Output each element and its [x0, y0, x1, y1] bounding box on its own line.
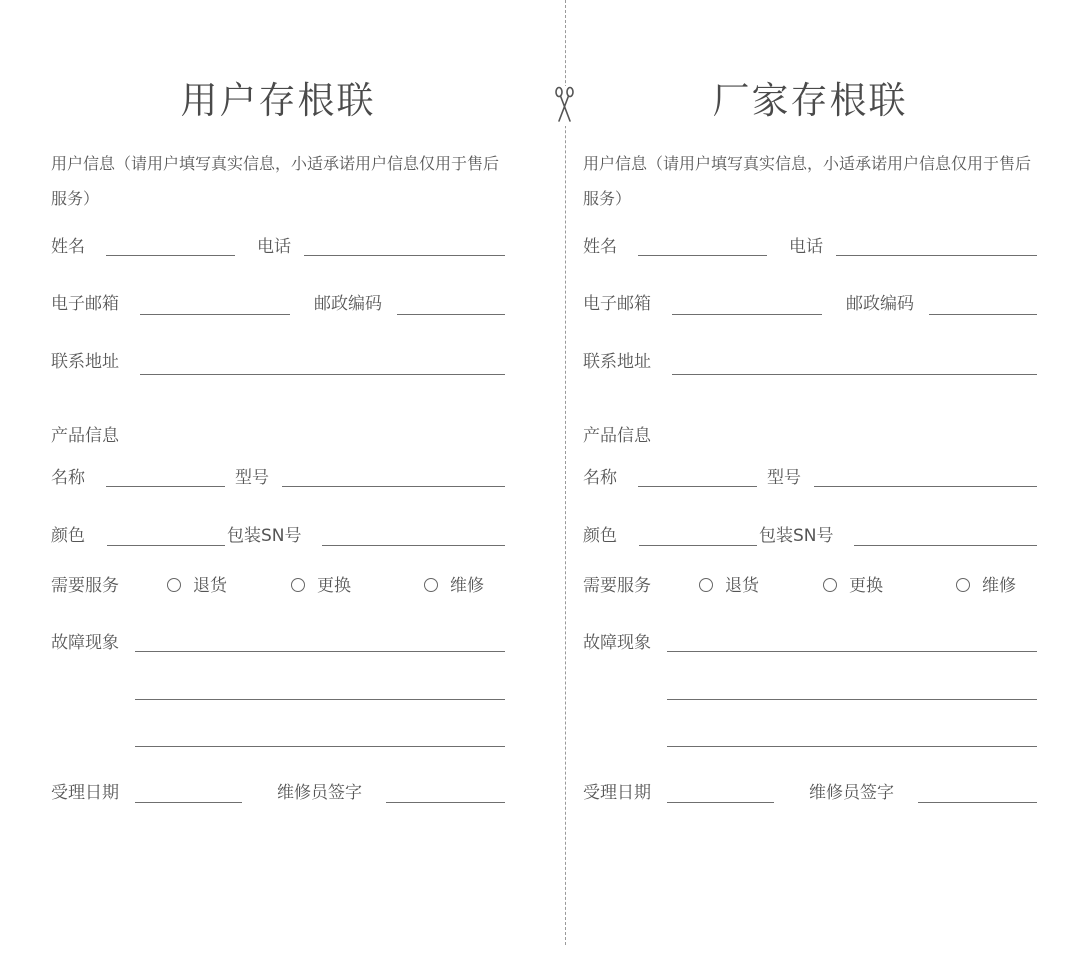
phone-field[interactable]: [304, 255, 505, 256]
panel-title: 厂家存根联: [712, 79, 908, 122]
radio-circle-icon: [823, 578, 837, 592]
name-label: 姓名: [583, 237, 617, 257]
postal-code-label: 邮政编码: [314, 294, 382, 314]
service-label: 需要服务: [51, 576, 119, 596]
phone-label: 电话: [789, 237, 823, 257]
product-name-label: 名称: [51, 468, 85, 488]
name-field[interactable]: [106, 255, 235, 256]
service-option-repair[interactable]: 维修: [956, 575, 1016, 597]
user-info-note: 用户信息（请用户填写真实信息，小适承诺用户信息仅用于售后服务）: [51, 154, 500, 208]
color-field[interactable]: [107, 545, 225, 546]
accept-date-field[interactable]: [667, 802, 774, 803]
color-label: 颜色: [51, 526, 85, 546]
color-field[interactable]: [639, 545, 757, 546]
model-field[interactable]: [282, 486, 505, 487]
service-label: 需要服务: [583, 576, 651, 596]
user-stub-panel: [51, 0, 505, 953]
fault-field-line-1[interactable]: [135, 651, 505, 652]
package-sn-field[interactable]: [854, 545, 1037, 546]
technician-sign-label: 维修员签字: [809, 783, 894, 803]
fault-label: 故障现象: [583, 633, 651, 653]
name-field[interactable]: [638, 255, 767, 256]
radio-circle-icon: [424, 578, 438, 592]
name-label: 姓名: [51, 237, 85, 257]
radio-circle-icon: [167, 578, 181, 592]
service-option-exchange[interactable]: 更换: [291, 575, 351, 597]
service-option-return[interactable]: 退货: [699, 575, 759, 597]
product-info-heading: 产品信息: [51, 426, 119, 446]
fault-field-line-3[interactable]: [135, 746, 505, 747]
color-label: 颜色: [583, 526, 617, 546]
accept-date-field[interactable]: [135, 802, 242, 803]
radio-circle-icon: [956, 578, 970, 592]
manufacturer-stub-panel: [583, 0, 1037, 953]
product-name-label: 名称: [583, 468, 617, 488]
email-label: 电子邮箱: [583, 294, 651, 314]
email-field[interactable]: [140, 314, 290, 315]
panel-title: 用户存根联: [180, 79, 376, 122]
postal-code-label: 邮政编码: [846, 294, 914, 314]
fault-field-line-2[interactable]: [135, 699, 505, 700]
address-label: 联系地址: [583, 352, 651, 372]
model-field[interactable]: [814, 486, 1037, 487]
service-option-return[interactable]: 退货: [167, 575, 227, 597]
service-option-repair[interactable]: 维修: [424, 575, 484, 597]
address-field[interactable]: [140, 374, 505, 375]
package-sn-label: 包装SN号: [759, 526, 834, 546]
package-sn-field[interactable]: [322, 545, 505, 546]
model-label: 型号: [767, 468, 801, 488]
technician-sign-field[interactable]: [386, 802, 505, 803]
technician-sign-label: 维修员签字: [277, 783, 362, 803]
cut-line: [565, 0, 566, 945]
user-info-note: 用户信息（请用户填写真实信息，小适承诺用户信息仅用于售后服务）: [583, 154, 1032, 208]
postal-code-field[interactable]: [929, 314, 1037, 315]
accept-date-label: 受理日期: [583, 783, 651, 803]
radio-circle-icon: [291, 578, 305, 592]
email-label: 电子邮箱: [51, 294, 119, 314]
service-option-exchange[interactable]: 更换: [823, 575, 883, 597]
fault-label: 故障现象: [51, 633, 119, 653]
product-name-field[interactable]: [106, 486, 225, 487]
radio-circle-icon: [699, 578, 713, 592]
phone-label: 电话: [257, 237, 291, 257]
model-label: 型号: [235, 468, 269, 488]
phone-field[interactable]: [836, 255, 1037, 256]
fault-field-line-2[interactable]: [667, 699, 1037, 700]
accept-date-label: 受理日期: [51, 783, 119, 803]
address-label: 联系地址: [51, 352, 119, 372]
email-field[interactable]: [672, 314, 822, 315]
address-field[interactable]: [672, 374, 1037, 375]
technician-sign-field[interactable]: [918, 802, 1037, 803]
product-info-heading: 产品信息: [583, 426, 651, 446]
postal-code-field[interactable]: [397, 314, 505, 315]
package-sn-label: 包装SN号: [227, 526, 302, 546]
product-name-field[interactable]: [638, 486, 757, 487]
fault-field-line-1[interactable]: [667, 651, 1037, 652]
fault-field-line-3[interactable]: [667, 746, 1037, 747]
scissors-icon: [551, 86, 579, 126]
